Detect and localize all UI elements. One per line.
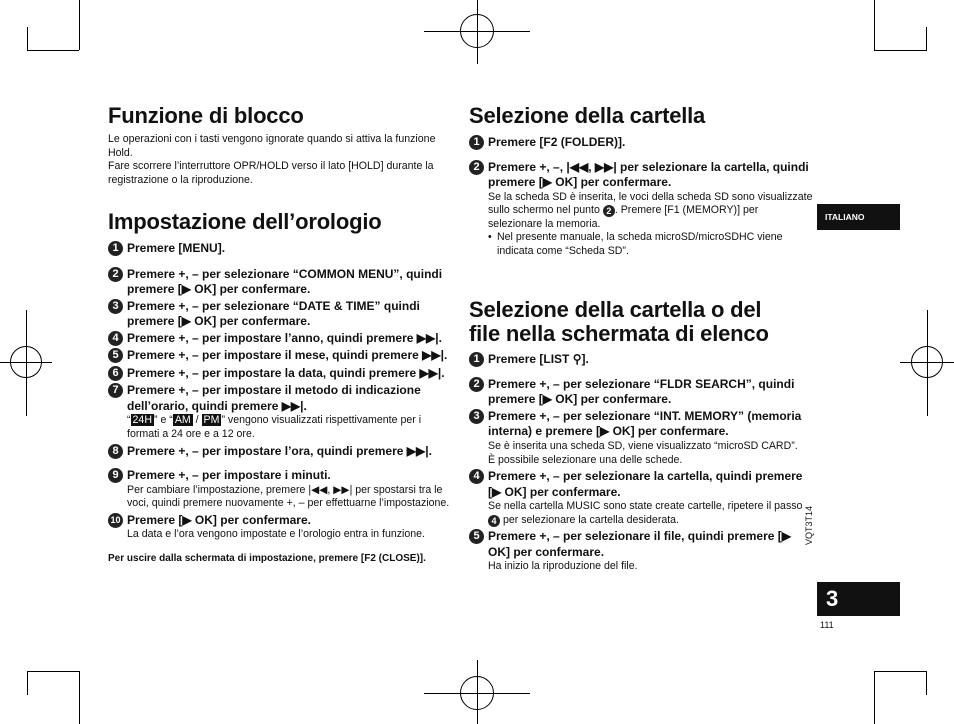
clock-step-1: [108, 241, 453, 257]
step-number: 2: [108, 267, 123, 282]
exit-instruction: Per uscire dalla schermata di impostazione, premere [F2 (CLOSE)].: [108, 552, 426, 564]
step-note: Se è inserita una scheda SD, viene visualizzato “microSD CARD”.: [488, 439, 798, 452]
language-tab: ITALIANO: [817, 204, 900, 230]
step-note: Per cambiare l’impostazione, premere |◀◀, ▶▶| per spostarsi tra le voci, quindi premere nuovamente +, – per effettuarne l’impostazione.: [127, 483, 450, 510]
step-number: 5: [469, 529, 484, 544]
step-number: 3: [469, 409, 484, 424]
chapter-number: 3: [817, 582, 900, 616]
clock-step-9: [108, 468, 453, 511]
step-note: È possibile selezionare una delle schede.: [488, 453, 683, 466]
section-title-orologio: Impostazione dell’orologio: [108, 209, 382, 235]
step-number: 2: [469, 160, 484, 175]
step-text: Premere +, – per impostare la data, quindi premere ▶▶|.: [127, 365, 445, 380]
section-title-cartella: Selezione della cartella: [469, 103, 706, 128]
time-format-note: “ 24H ” e “ AM / PM ” vengono visualizzati rispettivamente per i formati a 24 ore e a 12 ore.: [127, 414, 422, 440]
left-column: [108, 104, 453, 565]
document-code: VQT3T14: [804, 505, 814, 545]
step-text: Premere +, – per selezionare “COMMON MENU”, quindi premere [▶ OK] per confermare.: [127, 266, 443, 297]
step-text: Premere +, – per impostare l’ora, quindi premere ▶▶|.: [127, 443, 432, 458]
blocco-paragraph-1: Le operazioni con i tasti vengono ignorate quando si attiva la funzione Hold.: [108, 133, 436, 159]
clock-step-6: [108, 366, 453, 382]
step-note: Ha inizio la riproduzione del file.: [488, 560, 638, 573]
list-step-4: [469, 469, 814, 527]
step-number: 1: [108, 241, 123, 256]
step-text: Premere +, – per impostare l’anno, quindi premere ▶▶|.: [127, 330, 442, 345]
section-title-elenco: Selezione della cartella o del file nella schermata di elenco: [469, 297, 769, 347]
format-pm-indicator: PM: [203, 414, 220, 427]
page-number: 111: [820, 620, 834, 630]
list-step-5: [469, 529, 814, 574]
step-number: 6: [108, 366, 123, 381]
step-number: 4: [469, 469, 484, 484]
step-number: 4: [108, 331, 123, 346]
step-ref-badge: 4: [488, 515, 500, 527]
format-24h-indicator: 24H: [132, 414, 152, 427]
step-text: Premere +, – per selezionare “DATE & TIME” quindi premere [▶ OK] per confermare.: [127, 298, 420, 329]
blocco-paragraph-2: Fare scorrere l’interruttore OPR/HOLD verso il lato [HOLD] durante la registrazione o la riproduzione.: [108, 160, 434, 186]
step-number: 3: [108, 299, 123, 314]
step-note: Se la scheda SD è inserita, le voci della scheda SD sono visualizzate sullo schermo nel punto 2 . Premere [F1 (MEMORY)] per selezionare la memoria.: [488, 190, 813, 230]
step-number: 7: [108, 383, 123, 398]
step-text: Premere +, –, |◀◀, ▶▶| per selezionare la cartella, quindi premere [▶ OK] per confermare.: [488, 159, 809, 189]
step-text: Premere +, – per impostare il metodo di indicazione dell’orario, quindi premere ▶▶|.: [127, 383, 421, 413]
step-number: 9: [108, 468, 123, 483]
clock-step-3: [108, 299, 453, 330]
step-note: La data e l’ora vengono impostate e l’orologio entra in funzione.: [127, 528, 426, 541]
step-text: Premere +, – per impostare i minuti.: [127, 468, 331, 483]
step-text: Premere [LIST ⚲].: [488, 352, 589, 367]
section-title-blocco: Funzione di blocco: [108, 103, 304, 128]
step-text: Premere [MENU].: [127, 241, 226, 256]
step-text: Premere +, – per selezionare la cartella, quindi premere [▶ OK] per confermare.: [488, 469, 803, 499]
format-am-indicator: AM: [174, 414, 191, 427]
list-step-2: [469, 377, 814, 408]
clock-step-5: [108, 348, 453, 364]
list-step-1: [469, 352, 814, 368]
step-text: Premere +, – per selezionare “INT. MEMORY” (memoria interna) e premere [▶ OK] per confermare.: [488, 408, 802, 439]
clock-step-10: [108, 513, 453, 542]
step-text: Premere [▶ OK] per confermare.: [127, 512, 311, 527]
bullet-note: • Nel presente manuale, la scheda microSD/microSDHC viene indicata come “Scheda SD”.: [488, 231, 783, 257]
step-number: 5: [108, 348, 123, 363]
step-ref-badge: 2: [603, 205, 615, 217]
step-note: Se nella cartella MUSIC sono state create cartelle, ripetere il passo 4 per selezionare la cartella desiderata.: [488, 500, 803, 526]
step-number: 8: [108, 444, 123, 459]
step-text: Premere +, – per selezionare il file, quindi premere [▶ OK] per confermare.: [488, 529, 792, 559]
clock-step-7: [108, 383, 453, 441]
folder-step-2: [469, 160, 814, 259]
right-column: [469, 104, 814, 574]
step-number: 1: [469, 352, 484, 367]
step-number: 10: [108, 513, 123, 528]
clock-step-4: [108, 331, 453, 347]
step-text: Premere [F2 (FOLDER)].: [488, 135, 626, 149]
clock-step-8: [108, 444, 453, 460]
step-number: 2: [469, 377, 484, 392]
folder-step-1: [469, 135, 814, 151]
step-number: 1: [469, 135, 484, 150]
step-text: Premere +, – per selezionare “FLDR SEARCH”, quindi premere [▶ OK] per confermare.: [488, 376, 795, 407]
step-text: Premere +, – per impostare il mese, quindi premere ▶▶|.: [127, 348, 448, 363]
clock-step-2: [108, 267, 453, 298]
list-step-3: [469, 409, 814, 467]
